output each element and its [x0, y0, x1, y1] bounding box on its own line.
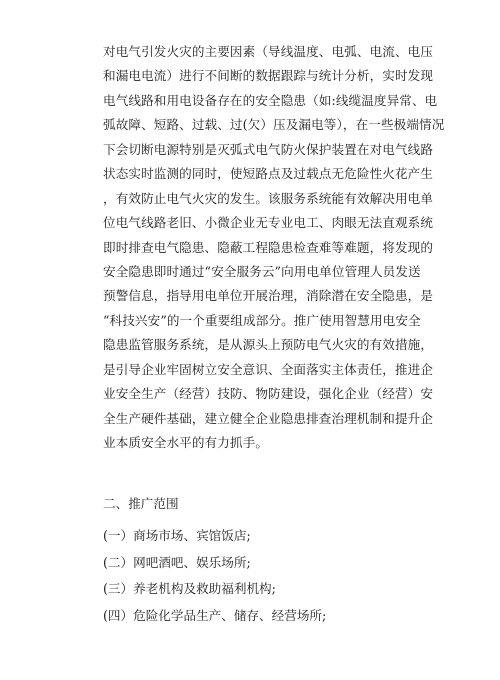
list-item: (二）网吧酒吧、娱乐场所; — [103, 554, 251, 570]
paragraph-line: 对电气引发火灾的主要因素（导线温度、电弧、电流、电压 — [103, 44, 434, 59]
paragraph-line: 全生产硬件基础，建立健全企业隐患排查治理机制和提升企 — [103, 410, 434, 426]
scope-section — [103, 493, 459, 629]
list-item: (四）危险化学品生产、储存、经营场所; — [103, 607, 327, 623]
section-heading: 二、推广范围 — [103, 496, 179, 511]
paragraph-line: 隐患监管服务系统，是从源头上预防电气火灾的有效措施， — [103, 337, 434, 353]
paragraph-line: ，有效防止电气火灾的发生。该服务系统能有效解决用电单 — [103, 190, 434, 206]
paragraph-line: 安全隐患即时通过“安全服务云”向用电单位管理人员发送 — [103, 263, 421, 279]
paragraph-line: 位电气线路老旧、小微企业无专业电工、肉眼无法直观系统 — [103, 215, 434, 231]
paragraph-line: 业安全生产（经营）技防、物防建设，强化企业（经营）安 — [103, 386, 434, 402]
body-paragraph — [103, 40, 459, 455]
paragraph-line: “科技兴安”的一个重要组成部分。推广使用智慧用电安全 — [103, 312, 421, 328]
paragraph-line: 弧故障、短路、过载、过(欠）压及漏电等），在一些极端情况 — [103, 117, 445, 133]
list-item: (一）商场市场、宾馆饭店; — [103, 528, 251, 543]
paragraph-line: 是引导企业牢固树立安全意识、全面落实主体责任，推进企 — [103, 361, 434, 377]
paragraph-line: 电气线路和用电设备存在的安全隐患（如:线缆温度异常、电 — [103, 92, 438, 108]
paragraph-line: 状态实时监测的同时，使短路点及过载点无危险性火花产生 — [103, 166, 434, 182]
paragraph-line: 即时排查电气隐患、隐蔽工程隐患检查难等难题，将发现的 — [103, 239, 434, 255]
list-item: (三）养老机构及救助福利机构; — [103, 581, 276, 596]
paragraph-line: 预警信息，指导用电单位开展治理，消除潜在安全隐患，是 — [103, 288, 434, 304]
paragraph-line: 下会切断电源特别是灭弧式电气防火保护装置在对电气线路 — [103, 141, 434, 157]
paragraph-line: 业本质安全水平的有力抓手。 — [103, 435, 269, 450]
paragraph-line: 和漏电电流）进行不间断的数据跟踪与统计分析，实时发现 — [103, 68, 434, 84]
